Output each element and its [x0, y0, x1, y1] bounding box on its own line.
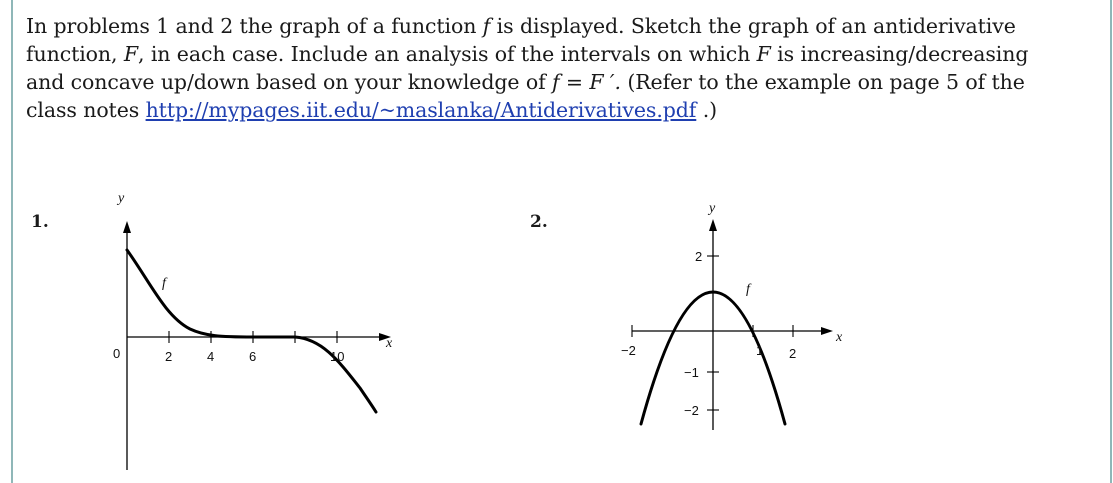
instruction-line-3: and concave up/down based on your knowledge of f = F ′. (Refer to the example on page 5 of the [26, 70, 1025, 94]
figure1-tick-label: 4 [207, 349, 215, 364]
figure1-tick-label: 6 [249, 349, 257, 364]
figure2-curve-label: f [746, 282, 750, 297]
figure2-x-label: x [836, 330, 843, 345]
figure2-y-label: y [709, 201, 716, 216]
figure1-number: 1. [31, 212, 49, 232]
figure2-graph [621, 201, 843, 430]
figure1-y-arrow [123, 221, 131, 233]
instruction-line-2: function, F, in each case. Include an analysis of the intervals on which F is increasing/decreasing [26, 42, 1029, 66]
equation: f = F ′. [551, 70, 621, 94]
figure1-origin-label: 0 [113, 346, 121, 361]
figure1-x-label: x [386, 336, 393, 351]
figure1-tick-label: 10 [330, 349, 345, 364]
figure2-y-arrow [709, 219, 717, 231]
figure2-number: 2. [530, 212, 548, 232]
figure2-tick-label: 2 [789, 346, 797, 361]
figure1-curve-label: f [162, 276, 166, 291]
figure2-tick-label: −2 [684, 403, 699, 418]
figure1-tick-label: 2 [165, 349, 173, 364]
figure1-curve [127, 250, 376, 412]
figure2-tick-label: 2 [695, 249, 703, 264]
figure1-y-label: y [118, 191, 125, 206]
figure2-tick-label: 1 [756, 343, 764, 358]
instruction-line-1: In problems 1 and 2 the graph of a function f is displayed. Sketch the graph of an antiderivative [26, 14, 1016, 38]
figure1-graph [113, 191, 393, 470]
instruction-line-4: class notes http://mypages.iit.edu/~maslanka/Antiderivatives.pdf .) [26, 98, 718, 122]
figure2-tick-label: −1 [684, 365, 699, 380]
figure2-x-arrow [821, 327, 833, 335]
class-notes-link[interactable]: http://mypages.iit.edu/~maslanka/Antiderivatives.pdf [145, 98, 697, 122]
figure2-tick-label: −2 [621, 343, 636, 358]
